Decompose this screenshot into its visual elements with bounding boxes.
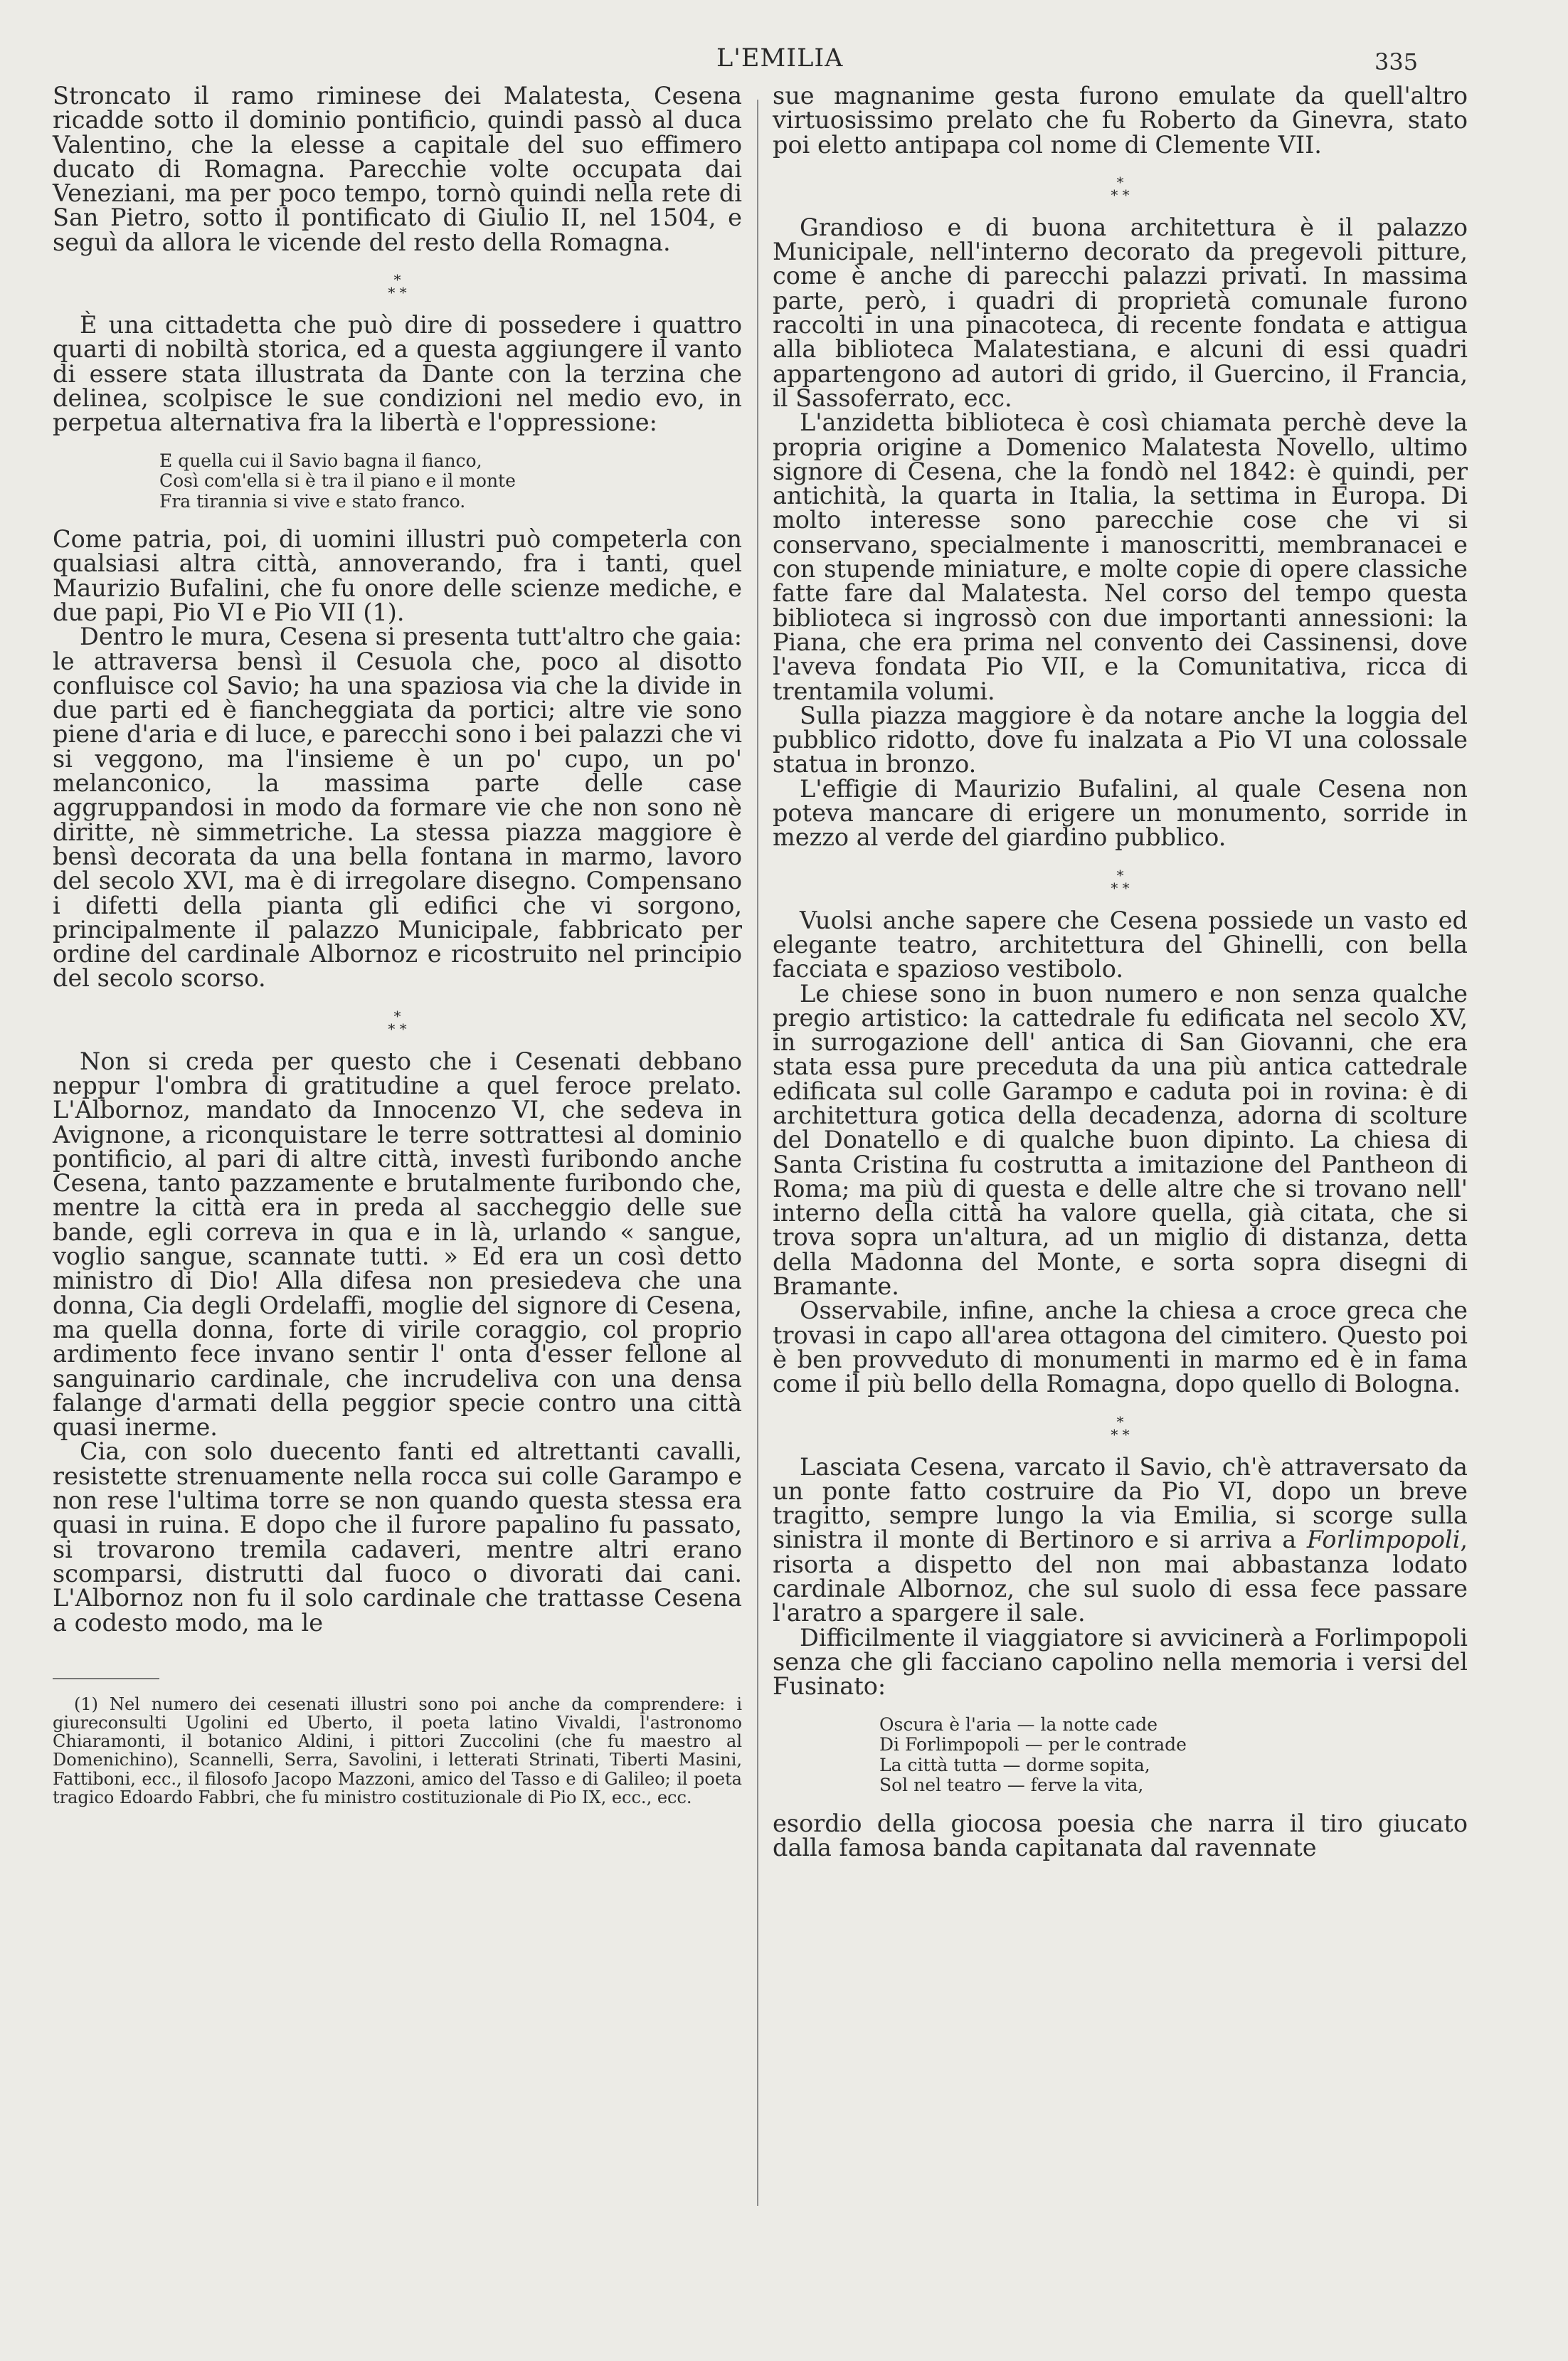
footnote-divider [53, 1678, 159, 1679]
paragraph: esordio della giocosa poesia che narra il tiro giucato dalla famosa banda capitanata dal ravennate [773, 1809, 1468, 1861]
paragraph [773, 1452, 1468, 1627]
verse-line: Sol nel teatro — ferve la vita, [879, 1775, 1144, 1796]
verse-line: Oscura è l'aria — la notte cade [879, 1713, 1158, 1735]
section-separator: * * * [1111, 866, 1130, 897]
paragraph: sue magnanime gesta furono emulate da quell'altro virtuosissimo prelato che fu Roberto da Ginevra, stato poi eletto antipapa col nome di Clemente VII. [773, 82, 1468, 159]
paragraph: L'effigie di Maurizio Bufalini, al quale Cesena non poteva mancare di erigere un monumento, sorride in mezzo al verde del giardino pubblico. [773, 774, 1468, 852]
paragraph: Stroncato il ramo riminese dei Malatesta, Cesena ricadde sotto il dominio pontificio, quindi passò al duca Valentino, che la elesse a capitale del suo effimero ducato di Romagna. Parecchie volte occupata dai Veneziani, ma per poco tempo, tornò quindi nella rete di San Pietro, sotto il pontificato di Giulio II, nel 1504, e seguì da allora le vicende del resto della Romagna. [53, 82, 742, 256]
paragraph: Come patria, poi, di uomini illustri può competerla con qualsiasi altra città, annoverando, fra i tanti, quel Maurizio Bufalini, che fu onore delle scienze mediche, e due papi, Pio VI e Pio VII (1). [53, 525, 742, 626]
paragraph: Vuolsi anche sapere che Cesena possiede un vasto ed elegante teatro, architettura del Ghinelli, con bella facciata e spazioso vestibolo. [773, 906, 1468, 983]
left-column [53, 84, 742, 1807]
paragraph-text: , risorta a dispetto del non mai abbastanza lodato cardinale Albornoz, che sul suolo di essa fece passare l'aratro a spargere il sale. [773, 1526, 1468, 1627]
paragraph: Sulla piazza maggiore è da notare anche la loggia del pubblico ridotto, dove fu inalzata a Pio VI una colossale statua in bronzo. [773, 701, 1468, 778]
page-number: 335 [1374, 48, 1419, 75]
paragraph-text: Lasciata Cesena, varcato il Savio, ch'è attraversato da un ponte fatto costruire da Pio VI, dopo un breve tragitto, sempre lungo la via Emilia, si scorge sulla sinistra il monte di Bertinoro e si arriva a [773, 1452, 1468, 1554]
verse-line: Fra tirannia si vive e stato franco. [159, 490, 466, 512]
section-separator: * * * [388, 271, 407, 302]
section-separator: * * * [1111, 173, 1130, 204]
verse-line: E quella cui il Savio bagna il fianco, [159, 450, 482, 471]
paragraph: Difficilmente il viaggiatore si avvicinerà a Forlimpopoli senza che gli facciano capolino nella memoria i versi del Fusinato: [773, 1623, 1468, 1701]
section-separator: * * * [1111, 1412, 1130, 1443]
paragraph: Dentro le mura, Cesena si presenta tutt'altro che gaia: le attraversa bensì il Cesuola che, poco al disotto confluisce col Savio; ha una spaziosa via che la divide in due parti ed è fiancheggiata da portici; altre vie sono piene d'aria e di luce, e parecchi sono i bei palazzi che vi si veggono, ma l'insieme è un po' cupo, un po' melanconico, la massima parte delle case aggruppandosi in modo da formare vie che non sono nè diritte, nè simmetriche. La stessa piazza maggiore è bensì decorata da una bella fontana in marmo, lavoro del secolo XVI, ma è di irregolare disegno. Compensano i difetti della pianta gli edifici che vi sorgono, principalmente il palazzo Municipale, fabbricato per ordine del cardinale Albornoz e ricostruito nel principio del secolo scorso. [53, 623, 742, 993]
paragraph: Cia, con solo duecento fanti ed altrettanti cavalli, resistette strenuamente nella rocca sui colle Garampo e non rese l'ultima torre se non quando questa stessa era quasi in ruina. E dopo che il furore papalino fu passato, si trovarono tremila cadaveri, mentre altri erano scomparsi, distrutti dal fuoco o divorati dai cani. L'Albornoz non fu il solo cardinale che trattasse Cesena a codesto modo, ma le [53, 1437, 742, 1637]
paragraph: È una cittadetta che può dire di possedere i quattro quarti di nobiltà storica, ed a questa aggiungere il vanto di essere stata illustrata da Dante con la terzina che delinea, scolpisce le sue condizioni nel medio evo, in perpetua alternativa fra la libertà e l'oppressione: [53, 311, 742, 437]
fusinato-verse [879, 1715, 1468, 1796]
dante-verse [159, 451, 742, 512]
paragraph: Osservabile, infine, anche la chiesa a croce greca che trovasi in capo all'area ottagona del cimitero. Questo poi è ben provveduto di monumenti in marmo ed è in fama come il più bello della Romagna, dopo quello di Bologna. [773, 1296, 1468, 1398]
section-separator: * * * [388, 1007, 407, 1037]
running-header-title: L'EMILIA [716, 44, 844, 73]
verse-line: Così com'ella si è tra il piano e il monte [159, 470, 516, 492]
footnote: (1) Nel numero dei cesenati illustri sono poi anche da comprendere: i giureconsulti Ugolini ed Uberto, il poeta latino Vivaldi, l'astronomo Chiaramonti, il botanico Aldini, i pittori Zuccolini (che fu maestro al Domenichino), Scannelli, Serra, Savolini, i letterati Strinati, Tiberti Masini, Fattiboni, ecc., il filosofo Jacopo Mazzoni, amico del Tasso e di Galileo; il poeta tragico Edoardo Fabbri, che fu ministro costituzionale di Pio IX, ecc., ecc. [53, 1694, 742, 1807]
paragraph: Grandioso e di buona architettura è il palazzo Municipale, nell'interno decorato da pregevoli pitture, come è anche di parecchi palazzi privati. In massima parte, però, i quadri di proprietà comunale furono raccolti in una pinacoteca, di recente fondata e attigua alla biblioteca Malatestiana, e alcuni di essi quadri appartengono ad autori di grido, il Guercino, il Francia, il Sassoferrato, ecc. [773, 213, 1468, 412]
paragraph: L'anzidetta biblioteca è così chiamata perchè deve la propria origine a Domenico Malatesta Novello, ultimo signore di Cesena, che la fondò nel 1842: è quindi, per antichità, la quarta in Italia, la settima in Europa. Di molto interesse sono parecchie cose che vi si conservano, specialmente i manoscritti, membranacei e con stupende miniature, e molte copie di opere classiche fatte fare dal Malatesta. Nel corso del tempo questa biblioteca si ingrossò con due importanti annessioni: la Piana, che era prima nel convento dei Cassinensi, dove l'aveva fondata Pio VII, e la Comunitativa, ricca di trentamila volumi. [773, 408, 1468, 705]
paragraph: Non si creda per questo che i Cesenati debbano neppur l'ombra di gratitudine a quel feroce prelato. L'Albornoz, mandato da Innocenzo VI, che sedeva in Avignone, a riconquistare le terre sottrattesi al dominio pontificio, al pari di altre città, investì furibondo anche Cesena, tanto pazzamente e brutalmente furibondo che, mentre la città era in preda al saccheggio delle sue bande, egli correva in qua e in là, urlando « sangue, voglio sangue, scannate tutti. » Ed era un così detto ministro di Dio! Alla difesa non presiedeva che una donna, Cia degli Ordelaffi, moglie del signore di Cesena, ma quella donna, forte di virile coraggio, col proprio ardimento fece invano sentir l' onta d'esser fellone al sanguinario cardinale, che incrudeliva con una densa falange d'armati della peggior specie contro una città quasi inerme. [53, 1047, 742, 1442]
paragraph: Le chiese sono in buon numero e non senza qualche pregio artistico: la cattedrale fu edificata nel secolo XV, in surrogazione dell' antica di San Giovanni, che era stata essa pure preceduta da una più antica cattedrale edificata sul colle Garampo e caduta poi in rovina: è di architettura gotica della decadenza, adorna di scolture del Donatello e di qualche buon dipinto. La chiesa di Santa Cristina fu costrutta a imitazione del Pantheon di Roma; ma più di questa e delle altre che si trovano nell' interno della città ha valore quella, già citata, che si trova sopra un'altura, ad un miglio di distanza, detta della Madonna del Monte, e sorta sopra disegni di Bramante. [773, 979, 1468, 1301]
verse-line: La città tutta — dorme sopita, [879, 1754, 1150, 1775]
right-column [773, 84, 1468, 1860]
verse-line: Di Forlimpopoli — per le contrade [879, 1734, 1187, 1755]
column-divider [757, 100, 758, 2206]
place-name-forlimpopoli: Forlimpopoli [1306, 1526, 1461, 1554]
